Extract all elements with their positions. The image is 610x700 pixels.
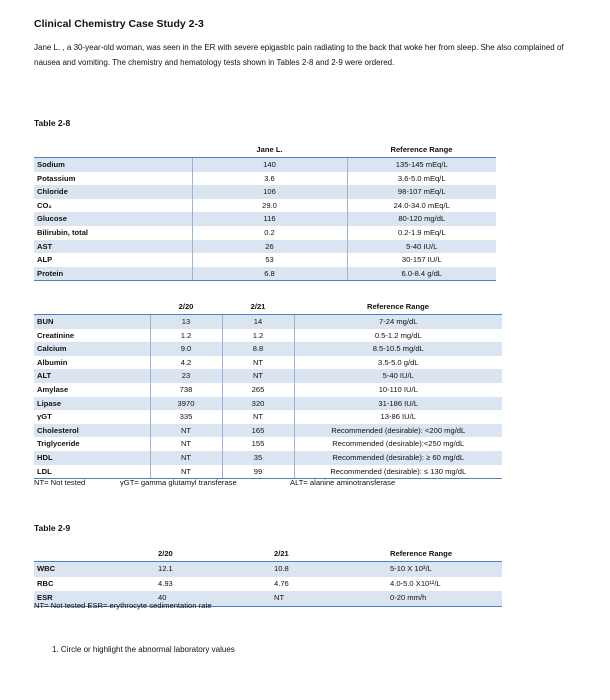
value-date-1: 4.93 bbox=[158, 578, 173, 588]
table-row bbox=[34, 465, 502, 479]
test-name: Calcium bbox=[34, 342, 150, 356]
column-header-reference: Reference Range bbox=[366, 301, 430, 311]
case-intro: Jane L. , a 30-year-old woman, was seen in the ER with severe epigastric pain radiating to the back that woke her from sleep. She also complained of nausea and vomiting. The chemistry and hematology tests shown in Tables 2-8 and 2-9 were ordered. bbox=[34, 43, 564, 67]
value-date-1: 40 bbox=[154, 591, 270, 606]
value-date-1: 13 bbox=[150, 315, 222, 329]
table-row bbox=[34, 397, 502, 411]
test-name: Triglyceride bbox=[37, 439, 80, 449]
value-date-1: 738 bbox=[150, 383, 222, 397]
test-name: Potassium bbox=[37, 173, 76, 183]
table-2-9 bbox=[34, 545, 502, 607]
test-name: BUN bbox=[34, 315, 150, 329]
reference-range: Recommended (desirable): ≤ 130 mg/dL bbox=[294, 465, 502, 479]
table-row bbox=[34, 424, 502, 438]
value-date-1: 23 bbox=[150, 369, 222, 383]
table-row bbox=[34, 212, 496, 226]
reference-range: 5-10 X 10³/L bbox=[386, 562, 502, 577]
column-header-patient: Jane L. bbox=[256, 144, 283, 154]
table-row bbox=[34, 562, 502, 577]
column-header-date-2: 2/21 bbox=[274, 548, 289, 558]
test-name: Creatinine bbox=[37, 330, 75, 340]
test-name: Cholesterol bbox=[34, 424, 150, 438]
table-row bbox=[34, 410, 502, 424]
value-date-1: NT bbox=[150, 424, 222, 438]
patient-value: 140 bbox=[192, 158, 347, 172]
footnote-ggt: γGT= gamma glutamyl transferase bbox=[120, 478, 237, 487]
value-date-2: NT bbox=[222, 410, 294, 424]
value-date-1: NT bbox=[150, 451, 222, 465]
reference-range: 24.0-34.0 mEq/L bbox=[347, 199, 496, 213]
reference-range: 10-110 IU/L bbox=[294, 383, 502, 397]
reference-range: 8.5-10.5 mg/dL bbox=[294, 342, 502, 356]
test-name: Albumin bbox=[37, 357, 68, 367]
reference-range: 98-107 mEq/L bbox=[347, 185, 496, 199]
column-header-reference: Reference Range bbox=[390, 548, 453, 558]
value-date-2: NT bbox=[222, 369, 294, 383]
column-header bbox=[34, 141, 192, 158]
table-row bbox=[34, 315, 502, 329]
table-2-8-label: Table 2-8 bbox=[34, 118, 71, 128]
value-date-1: 4.2 bbox=[150, 356, 222, 370]
value-date-2: 265 bbox=[222, 383, 294, 397]
reference-range: 13-86 IU/L bbox=[294, 410, 502, 424]
reference-range: Recommended (desirable):<250 mg/dL bbox=[294, 437, 502, 451]
patient-value: 53 bbox=[192, 253, 347, 267]
patient-value: 106 bbox=[192, 185, 347, 199]
column-header-reference: Reference Range bbox=[390, 144, 453, 154]
table-header-row bbox=[34, 545, 502, 562]
test-name: ALT bbox=[34, 369, 150, 383]
table-row bbox=[34, 342, 502, 356]
reference-range: 7-24 mg/dL bbox=[294, 315, 502, 329]
test-name: CO₂ bbox=[37, 200, 52, 210]
table-2-8-continued bbox=[34, 298, 502, 479]
column-header bbox=[34, 298, 150, 315]
table-row bbox=[34, 383, 502, 397]
footnote-nt: NT= Not tested bbox=[34, 478, 86, 487]
test-name: WBC bbox=[34, 562, 154, 577]
table-row bbox=[34, 185, 496, 199]
value-date-1: 1.2 bbox=[150, 329, 222, 343]
reference-range: 3.5-5.0 g/dL bbox=[294, 356, 502, 370]
value-date-1: NT bbox=[150, 437, 222, 451]
table-header-row bbox=[34, 141, 496, 158]
table-row bbox=[34, 172, 496, 186]
table-row bbox=[34, 437, 502, 451]
column-header-date-1: 2/20 bbox=[158, 548, 173, 558]
reference-range: 0-20 mm/h bbox=[386, 591, 502, 606]
reference-range: 30-157 IU/L bbox=[347, 253, 496, 267]
table-2-9-label: Table 2-9 bbox=[34, 523, 71, 533]
reference-range: 80-120 mg/dL bbox=[347, 212, 496, 226]
reference-range: Recommended (desirable): ≥ 60 mg/dL bbox=[294, 451, 502, 465]
reference-range: 6.0-8.4 g/dL bbox=[347, 267, 496, 281]
table-header-row bbox=[34, 298, 502, 315]
value-date-1: 9.0 bbox=[150, 342, 222, 356]
value-date-2: NT bbox=[222, 356, 294, 370]
reference-range: 31-186 IU/L bbox=[294, 397, 502, 411]
reference-range: 135-145 mEq/L bbox=[347, 158, 496, 172]
test-name: Bilirubin, total bbox=[37, 227, 89, 237]
reference-range: 3.6-5.0 mEq/L bbox=[347, 172, 496, 186]
table-row bbox=[34, 158, 496, 172]
table-row bbox=[34, 240, 496, 254]
value-date-2: 8.8 bbox=[222, 342, 294, 356]
test-name: Chloride bbox=[34, 185, 192, 199]
value-date-1: NT bbox=[150, 465, 222, 479]
reference-range: 5-40 IU/L bbox=[294, 369, 502, 383]
reference-range: Recommended (desirable): <200 mg/dL bbox=[294, 424, 502, 438]
test-name: ESR bbox=[34, 591, 154, 606]
footnote-alt: ALT= alanine aminotransferase bbox=[290, 478, 396, 487]
value-date-2: NT bbox=[270, 591, 386, 606]
value-date-2: 99 bbox=[222, 465, 294, 479]
test-name: RBC bbox=[37, 578, 54, 588]
value-date-2: 320 bbox=[222, 397, 294, 411]
table-row bbox=[34, 253, 496, 267]
page-title: Clinical Chemistry Case Study 2-3 bbox=[34, 18, 204, 30]
test-name: LDL bbox=[34, 465, 150, 479]
value-date-2: 155 bbox=[222, 437, 294, 451]
table-row bbox=[34, 199, 496, 213]
table-row bbox=[34, 329, 502, 343]
question-1: 1. Circle or highlight the abnormal laboratory values bbox=[52, 645, 235, 654]
reference-range: 0.2-1.9 mEq/L bbox=[347, 226, 496, 240]
table-row bbox=[34, 226, 496, 240]
reference-range: 4.0-5.0 X10¹²/L bbox=[390, 578, 441, 588]
value-date-1: 12.1 bbox=[154, 562, 270, 577]
table-row bbox=[34, 577, 502, 592]
value-date-2: 4.76 bbox=[274, 578, 289, 588]
value-date-1: 3970 bbox=[150, 397, 222, 411]
test-name: HDL bbox=[34, 451, 150, 465]
test-name: Glucose bbox=[34, 212, 192, 226]
test-name: Protein bbox=[34, 267, 192, 281]
patient-value: 0.2 bbox=[192, 226, 347, 240]
table-2-8 bbox=[34, 141, 496, 281]
table-row bbox=[34, 356, 502, 370]
table-row bbox=[34, 451, 502, 465]
test-name: ALP bbox=[37, 255, 53, 265]
value-date-2: 14 bbox=[222, 315, 294, 329]
patient-value: 26 bbox=[192, 240, 347, 254]
value-date-2: 35 bbox=[222, 451, 294, 465]
column-header-date-2: 2/21 bbox=[250, 301, 266, 311]
patient-value: 6.8 bbox=[192, 267, 347, 281]
value-date-2: 1.2 bbox=[222, 329, 294, 343]
test-name: Amylase bbox=[37, 384, 69, 394]
column-header-date-1: 2/20 bbox=[178, 301, 194, 311]
column-header bbox=[34, 545, 154, 562]
patient-value: 116 bbox=[192, 212, 347, 226]
value-date-2: 165 bbox=[222, 424, 294, 438]
patient-value: 3.6 bbox=[192, 172, 347, 186]
table-row bbox=[34, 267, 496, 281]
patient-value: 29.0 bbox=[192, 199, 347, 213]
test-name: Sodium bbox=[34, 158, 192, 172]
value-date-1: 335 bbox=[150, 410, 222, 424]
reference-range: 5-40 IU/L bbox=[347, 240, 496, 254]
test-name: Lipase bbox=[34, 397, 150, 411]
table-2-9-footnote: NT= Not tested ESR= erythrocyte sedimentation rate bbox=[34, 601, 212, 610]
test-name: AST bbox=[34, 240, 192, 254]
value-date-2: 10.8 bbox=[270, 562, 386, 577]
test-name: γGT bbox=[37, 412, 52, 422]
table-row bbox=[34, 369, 502, 383]
reference-range: 0.5-1.2 mg/dL bbox=[294, 329, 502, 343]
